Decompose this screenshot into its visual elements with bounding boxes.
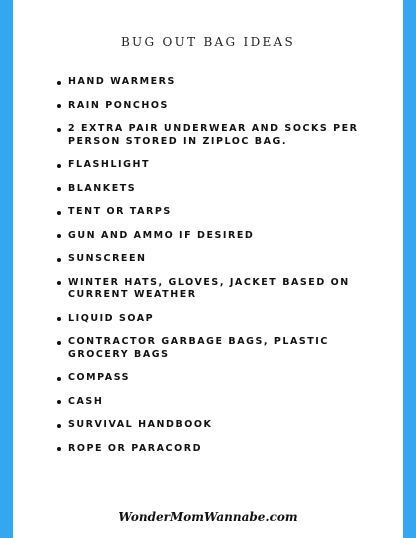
bullet-icon [57,81,61,85]
bullet-icon [57,234,61,238]
bullet-icon [57,317,61,321]
bullet-icon [57,164,61,168]
list-item [57,206,383,219]
list-item [57,419,383,432]
list-item-text: BLANKETS [68,182,137,194]
list-item [57,100,383,113]
list-item-text: LIQUID SOAP [68,312,155,324]
bullet-icon [57,281,61,285]
list-item-text: RAIN PONCHOS [68,99,169,111]
list-item [57,277,383,302]
list-item-text: COMPASS [68,372,131,383]
footer-website: WonderMomWannabe.com [118,510,298,524]
list-item-text: GUN AND AMMO IF DESIRED [68,229,255,241]
list-item [57,253,383,266]
bug-out-bag-list [57,76,383,466]
list-item-text: ROPE OR PARACORD [68,442,203,454]
bullet-icon [57,447,61,451]
bullet-icon [57,258,61,262]
bullet-icon [57,424,61,428]
list-item-text: CASH [68,395,104,407]
list-item-text: CONTRACTOR GARBAGE BAGS, PLASTIC GROCERY BAGS [68,336,329,360]
list-item [57,443,383,456]
list-item-text: TENT OR TARPS [68,206,172,217]
bullet-icon [57,211,61,215]
bullet-icon [57,104,61,108]
list-item-text: HAND WARMERS [68,76,176,87]
list-item [57,123,383,148]
list-item [57,76,383,89]
list-item-text: WINTER HATS, GLOVES, JACKET BASED ON CURRENT WEATHER [68,276,350,300]
list-item [57,159,383,172]
list-item [57,336,383,361]
list-item [57,313,383,326]
bullet-icon [57,341,61,345]
list-item-text: 2 EXTRA PAIR UNDERWEAR AND SOCKS PER PERSON STORED IN ZIPLOC BAG. [68,123,359,147]
list-item [57,396,383,409]
bullet-icon [57,377,61,381]
bullet-icon [57,400,61,404]
list-item-text: FLASHLIGHT [68,159,151,170]
list-item [57,183,383,196]
bullet-icon [57,128,61,132]
bullet-icon [57,187,61,191]
page-title: BUG OUT BAG IDEAS [120,35,296,49]
list-item-text: SURVIVAL HANDBOOK [68,419,213,430]
list-item-text: SUNSCREEN [68,253,147,264]
list-item [57,230,383,243]
list-item [57,372,383,385]
